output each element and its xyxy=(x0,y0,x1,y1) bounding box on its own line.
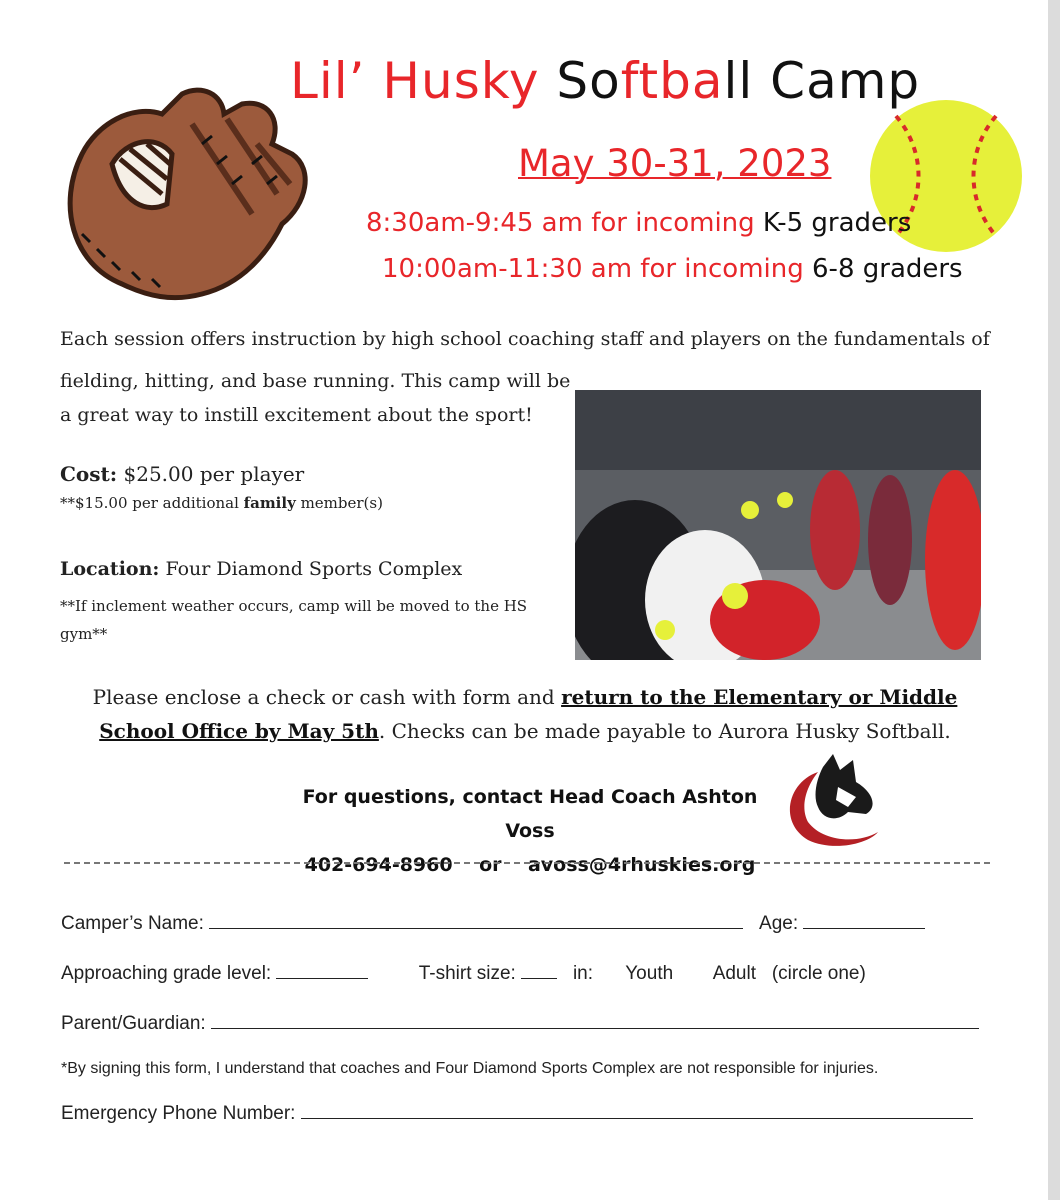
age-field[interactable] xyxy=(803,912,925,929)
husky-logo-icon xyxy=(778,752,888,848)
cut-line-divider xyxy=(64,862,990,864)
cost-note: **$15.00 per additional family member(s) xyxy=(60,494,383,512)
location-line: Location: Four Diamond Sports Complex xyxy=(60,558,463,580)
liability-disclaimer: *By signing this form, I understand that coaches and Four Diamond Sports Complex are not responsible for injuries. xyxy=(61,1060,879,1077)
intro-line-2: fielding, hitting, and base running. This camp will be a great way to instill excitement about the sport! xyxy=(60,370,571,426)
contact-details: 402-694-8960 or avoss@4rhuskies.org xyxy=(304,854,756,876)
submission-instructions: Please enclose a check or cash with form and return to the Elementary or Middle School Office by May 5th. Checks can be made payable to Aurora Husky Softball. xyxy=(92,685,958,743)
session-k5: 8:30am-9:45 am for incoming K-5 graders xyxy=(366,208,912,238)
grade-tshirt-row: Approaching grade level: T-shirt size: in: Youth Adult (circle one) xyxy=(61,963,866,984)
contact-info xyxy=(300,780,760,882)
glove-icon xyxy=(52,84,314,304)
camper-name-row: Camper’s Name: Age: xyxy=(61,912,925,935)
intro-line-1: Each session offers instruction by high school coaching staff and players on the fundamentals of xyxy=(60,328,990,350)
email-address: avoss@4rhuskies.org xyxy=(527,854,756,876)
emergency-row: Emergency Phone Number: xyxy=(61,1102,973,1125)
adult-option[interactable]: Adult xyxy=(712,963,756,984)
camp-photo xyxy=(575,390,981,660)
parent-row: Parent/Guardian: xyxy=(61,1012,979,1035)
tshirt-size-field[interactable] xyxy=(521,962,557,979)
parent-guardian-field[interactable] xyxy=(211,1012,979,1029)
youth-option[interactable]: Youth xyxy=(625,963,674,984)
emergency-phone-field[interactable] xyxy=(301,1102,973,1119)
location-note: **If inclement weather occurs, camp will be moved to the HS gym** xyxy=(60,597,528,643)
page-title: Lil’ Husky Softball Camp xyxy=(290,52,921,110)
page-edge xyxy=(1048,0,1060,1200)
camp-date: May 30-31, 2023 xyxy=(518,142,832,185)
phone-number: 402-694-8960 xyxy=(304,854,453,876)
camper-name-field[interactable] xyxy=(209,912,743,929)
grade-level-field[interactable] xyxy=(276,962,368,979)
contact-line: For questions, contact Head Coach Ashton Voss xyxy=(302,786,758,842)
session-6-8: 10:00am-11:30 am for incoming 6-8 graders xyxy=(382,254,963,284)
cost-line: Cost: $25.00 per player xyxy=(60,462,305,486)
